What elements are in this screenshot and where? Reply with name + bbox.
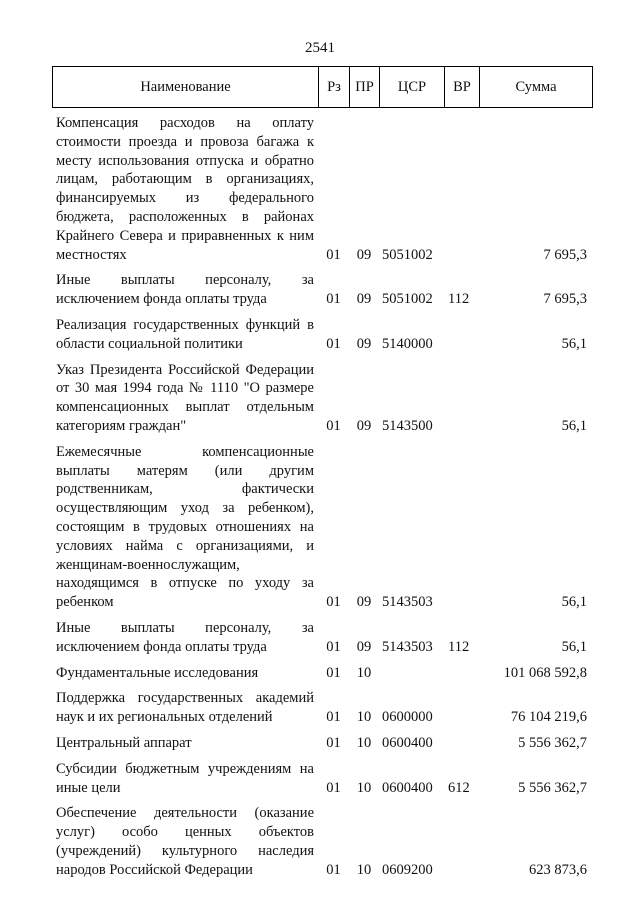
row-sum: 5 556 362,7 bbox=[518, 734, 587, 751]
row-sum: 101 068 592,8 bbox=[503, 664, 587, 681]
row-pr: 10 bbox=[356, 734, 372, 751]
header-csr: ЦСР bbox=[380, 67, 445, 107]
table-row bbox=[52, 689, 593, 727]
row-csr: 5140000 bbox=[382, 335, 433, 352]
row-csr: 5051002 bbox=[382, 246, 433, 263]
row-csr: 5143500 bbox=[382, 417, 433, 434]
row-csr: 0600000 bbox=[382, 709, 433, 726]
row-vr: 612 bbox=[448, 779, 470, 796]
row-name: Ежемесячные компенсационные выплаты матерям (или другим родственникам, фактически осуществляющим уход за ребенком), состоящим в трудовых отношениях на условиях найма с организациями, и женщинам-военнослужащим, находящимся в отпуске по уходу за ребенком bbox=[56, 443, 314, 611]
row-sum: 56,1 bbox=[561, 335, 587, 352]
row-sum: 56,1 bbox=[561, 417, 587, 434]
table-body bbox=[52, 114, 593, 886]
row-pr: 10 bbox=[356, 664, 372, 681]
row-rz: 01 bbox=[326, 709, 341, 726]
row-pr: 09 bbox=[356, 638, 372, 655]
row-vr: 112 bbox=[448, 291, 470, 308]
row-name: Компенсация расходов на оплату стоимости проезда и провоза багажа к месту использования отпуска и обратно лицам, работающим в организациях, финансируемых из федерального бюджета, расположенных в районах Крайнего Севера и приравненных к ним местностях bbox=[56, 115, 314, 263]
row-name: Фундаментальные исследования bbox=[56, 664, 259, 681]
row-name: Субсидии бюджетным учреждениям на иные цели bbox=[56, 760, 314, 796]
row-sum: 76 104 219,6 bbox=[510, 709, 587, 726]
table-row bbox=[52, 361, 593, 436]
page-number: 2541 bbox=[305, 40, 335, 56]
row-sum: 623 873,6 bbox=[529, 861, 587, 878]
row-rz: 01 bbox=[326, 664, 341, 681]
row-rz: 01 bbox=[326, 417, 341, 434]
row-rz: 01 bbox=[326, 335, 341, 352]
row-pr: 10 bbox=[356, 779, 372, 796]
row-pr: 09 bbox=[356, 335, 372, 352]
header-vr: ВР bbox=[445, 67, 480, 107]
row-vr: 112 bbox=[448, 638, 470, 655]
row-name: Указ Президента Российской Федерации от 30 мая 1994 года № 1110 "О размере компенсационных выплат отдельным категориям граждан" bbox=[56, 361, 314, 434]
row-csr: 0609200 bbox=[382, 861, 433, 878]
header-sum: Сумма bbox=[515, 78, 557, 95]
row-pr: 09 bbox=[356, 594, 372, 611]
row-name: Реализация государственных функций в области социальной политики bbox=[56, 316, 314, 352]
row-csr: 0600400 bbox=[382, 734, 433, 751]
row-rz: 01 bbox=[326, 246, 341, 263]
header-name: Наименование bbox=[53, 67, 319, 107]
table-row bbox=[52, 443, 593, 612]
table-row bbox=[52, 804, 593, 879]
table-row bbox=[52, 114, 593, 264]
row-name: Центральный аппарат bbox=[56, 734, 192, 751]
row-rz: 01 bbox=[326, 779, 341, 796]
row-rz: 01 bbox=[326, 734, 341, 751]
table-row bbox=[52, 271, 593, 309]
table-row bbox=[52, 760, 593, 798]
row-sum: 7 695,3 bbox=[543, 291, 587, 308]
table-row bbox=[52, 734, 593, 753]
row-rz: 01 bbox=[326, 638, 341, 655]
row-sum: 5 556 362,7 bbox=[518, 779, 587, 796]
row-name: Поддержка государственных академий наук и их региональных отделений bbox=[56, 690, 314, 726]
row-name: Обеспечение деятельности (оказание услуг) особо ценных объектов (учреждений) культурного наследия народов Российской Федерации bbox=[56, 805, 314, 878]
table-row bbox=[52, 619, 593, 657]
row-rz: 01 bbox=[326, 291, 341, 308]
row-pr: 09 bbox=[356, 246, 372, 263]
header-rz: Рз bbox=[319, 67, 350, 107]
row-sum: 7 695,3 bbox=[543, 246, 587, 263]
row-pr: 10 bbox=[356, 709, 372, 726]
row-csr: 5143503 bbox=[382, 594, 433, 611]
row-csr: 5051002 bbox=[382, 291, 433, 308]
row-pr: 09 bbox=[356, 291, 372, 308]
row-csr: 0600400 bbox=[382, 779, 433, 796]
row-rz: 01 bbox=[326, 861, 341, 878]
row-rz: 01 bbox=[326, 594, 341, 611]
row-name: Иные выплаты персоналу, за исключением фонда оплаты труда bbox=[56, 272, 314, 308]
row-pr: 09 bbox=[356, 417, 372, 434]
table-header bbox=[52, 66, 593, 108]
row-pr: 10 bbox=[356, 861, 372, 878]
header-pr: ПР bbox=[350, 67, 380, 107]
row-name: Иные выплаты персоналу, за исключением фонда оплаты труда bbox=[56, 619, 314, 655]
row-sum: 56,1 bbox=[561, 638, 587, 655]
table-row bbox=[52, 316, 593, 354]
row-csr: 5143503 bbox=[382, 638, 433, 655]
table-row bbox=[52, 664, 593, 683]
row-sum: 56,1 bbox=[561, 594, 587, 611]
